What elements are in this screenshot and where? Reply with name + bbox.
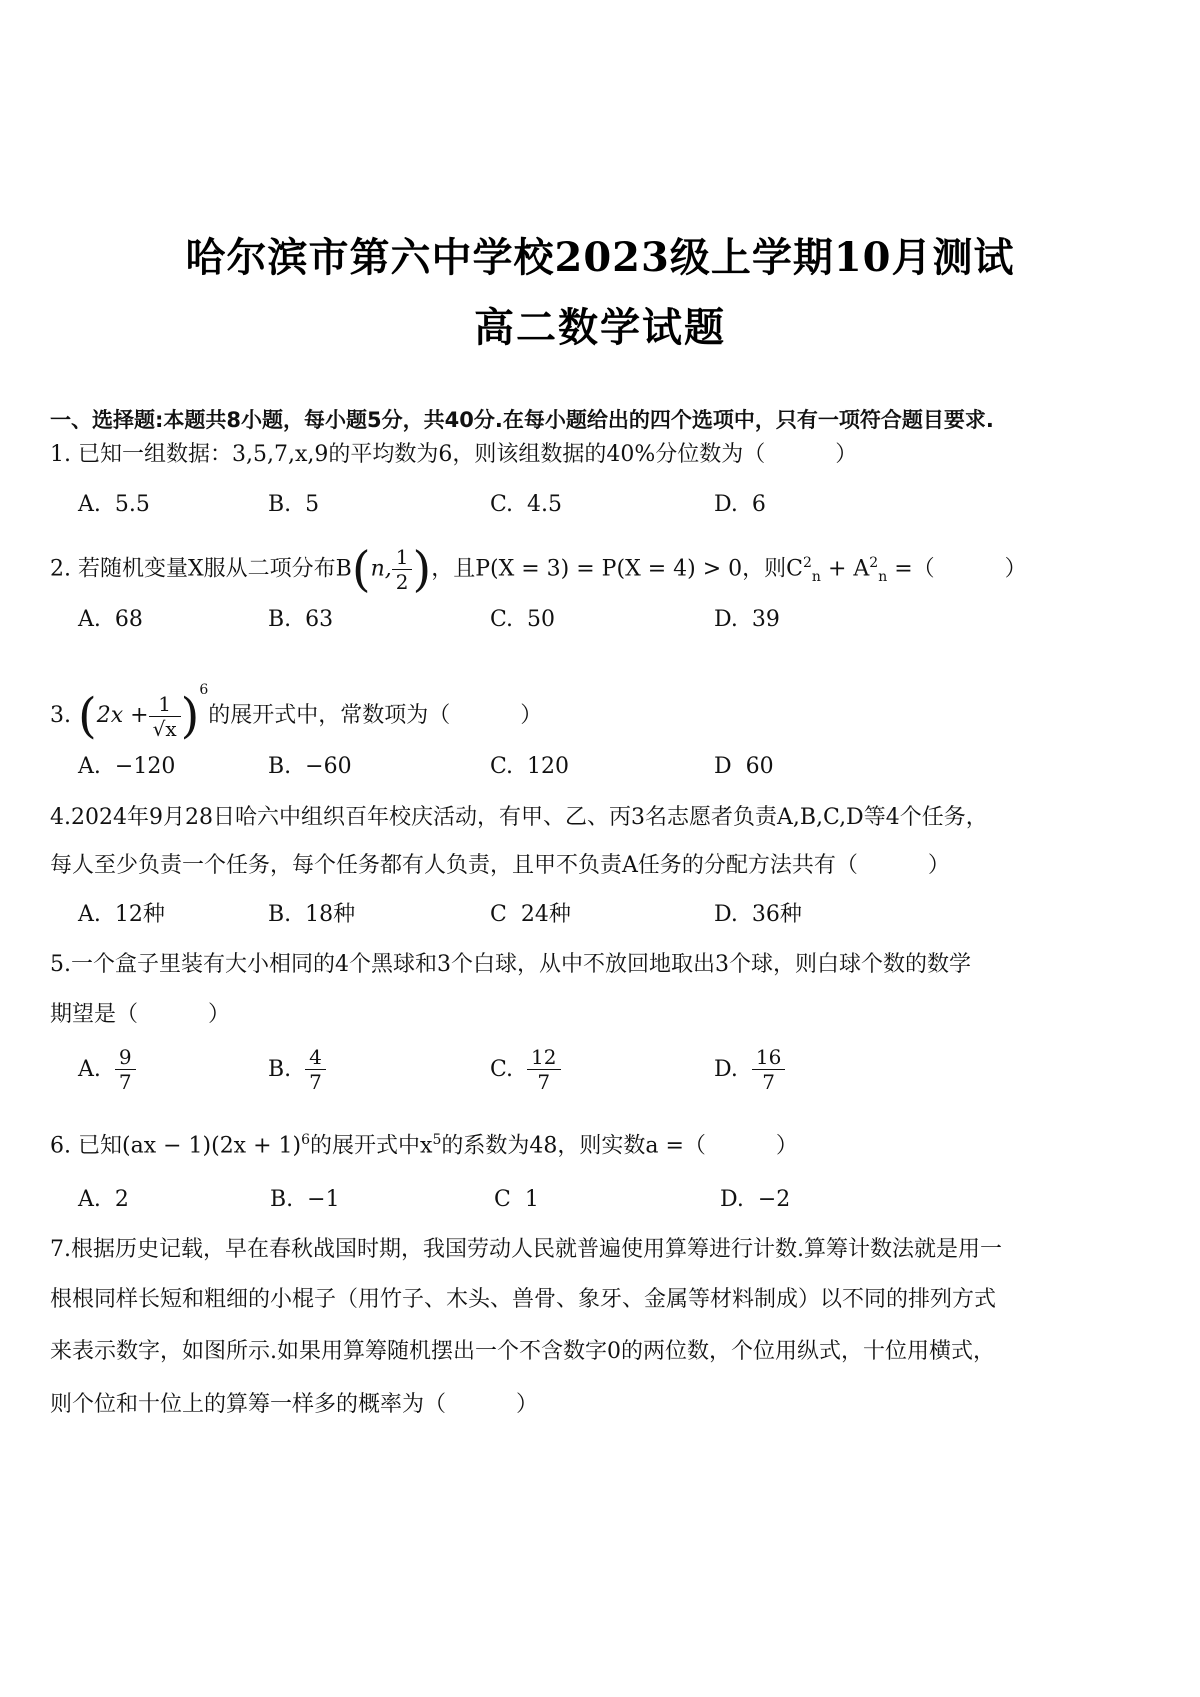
question-7-line3: 来表示数字，如图所示.如果用算筹随机摆出一个不含数字0的两位数，个位用纵式，十位用横式， [50,1339,995,1364]
option-a: A. $\frac{9}{7}$ [78,1045,136,1094]
exam-title: 哈尔滨市第六中学校2023级上学期10月测试 [185,234,1015,281]
option-a: A. 5.5 [78,492,150,517]
question-7-line2: 根根同样长短和粗细的小棍子（用竹子、木头、兽骨、象牙、金属等材料制成）以不同的排列方式 [50,1287,997,1312]
option-b: B. 18种 [268,902,356,927]
answer-paren-close: ） [835,442,858,467]
option-b: B. −1 [270,1187,340,1212]
question-number: 3. [50,703,71,728]
option-b: B. 63 [268,607,334,632]
option-c: C. 4.5 [490,492,563,517]
option-b: B. 5 [268,492,320,517]
question-6: 6. 已知$(ax - 1)(2x + 1)^6$的展开式中$x^5$的系数为48，则实数a =（ ） [50,1132,798,1159]
option-b: B. $\frac{4}{7}$ [268,1045,326,1094]
question-4-line2: 每人至少负责一个任务，每个任务都有人负责，且甲不负责A任务的分配方法共有（ ） [50,853,950,878]
exam-subtitle: 高二数学试题 [474,304,726,351]
option-a: A. −120 [78,754,176,779]
question-1 [50,440,1150,470]
question-number: 6. [50,1133,71,1159]
option-c: C. 120 [490,754,570,779]
option-b: B. −60 [268,754,352,779]
option-a: A. 2 [78,1187,129,1212]
fraction: $\frac{1}{√x}$ [149,692,181,741]
option-d: D. $\frac{16}{7}$ [714,1045,785,1094]
question-number: 1. [50,442,71,467]
question-text: 已知一组数据：3,5,7,x,9的平均数为6，则该组数据的40%分位数为（ [78,442,766,467]
question-4: 4.2024年9月28日哈六中组织百年校庆活动，有甲、乙、丙3名志愿者负责A,B,C,D等4个任务， [50,805,988,830]
option-c: C 24种 [490,902,571,927]
question-5-line2: 期望是（ ） [50,1002,231,1027]
option-a: A. 12种 [78,902,165,927]
option-d: D. −2 [720,1187,791,1212]
option-c: C 1 [494,1187,539,1212]
fraction: $\frac{1}{2}$ [392,545,413,594]
question-number: 7. [50,1237,71,1262]
option-d: D. 6 [714,492,766,517]
question-7: 7.根据历史记载，早在春秋战国时期，我国劳动人民就普遍使用算筹进行计数.算筹计数法就是用一 [50,1237,1002,1262]
option-d: D. 36种 [714,902,802,927]
question-number: 2. [50,556,71,582]
question-3: 3. (2x + $\frac{1}{√x}$ )$^6$的展开式中，常数项为（ ） [50,682,543,744]
question-2: 2. 若随机变量X服从二项分布B(n, $\frac{1}{2}$ )，且P(X = 3) = P(X = 4) > 0，则$C^2_n + A^2_n$ =（ ） [50,541,1027,598]
option-c: C. $\frac{12}{7}$ [490,1045,561,1094]
question-7-line4: 则个位和十位上的算筹一样多的概率为（ ） [50,1392,539,1417]
question-number: 4. [50,805,71,830]
question-number: 5. [50,952,71,977]
option-a: A. 68 [78,607,143,632]
option-d: D 60 [714,754,774,779]
question-5: 5.一个盒子里装有大小相同的4个黑球和3个白球，从中不放回地取出3个球，则白球个数的数学 [50,952,971,977]
option-c: C. 50 [490,607,556,632]
option-d: D. 39 [714,607,780,632]
section-heading: 一、选择题:本题共8小题，每小题5分，共40分.在每小题给出的四个选项中，只有一项符合题目要求. [50,408,994,432]
